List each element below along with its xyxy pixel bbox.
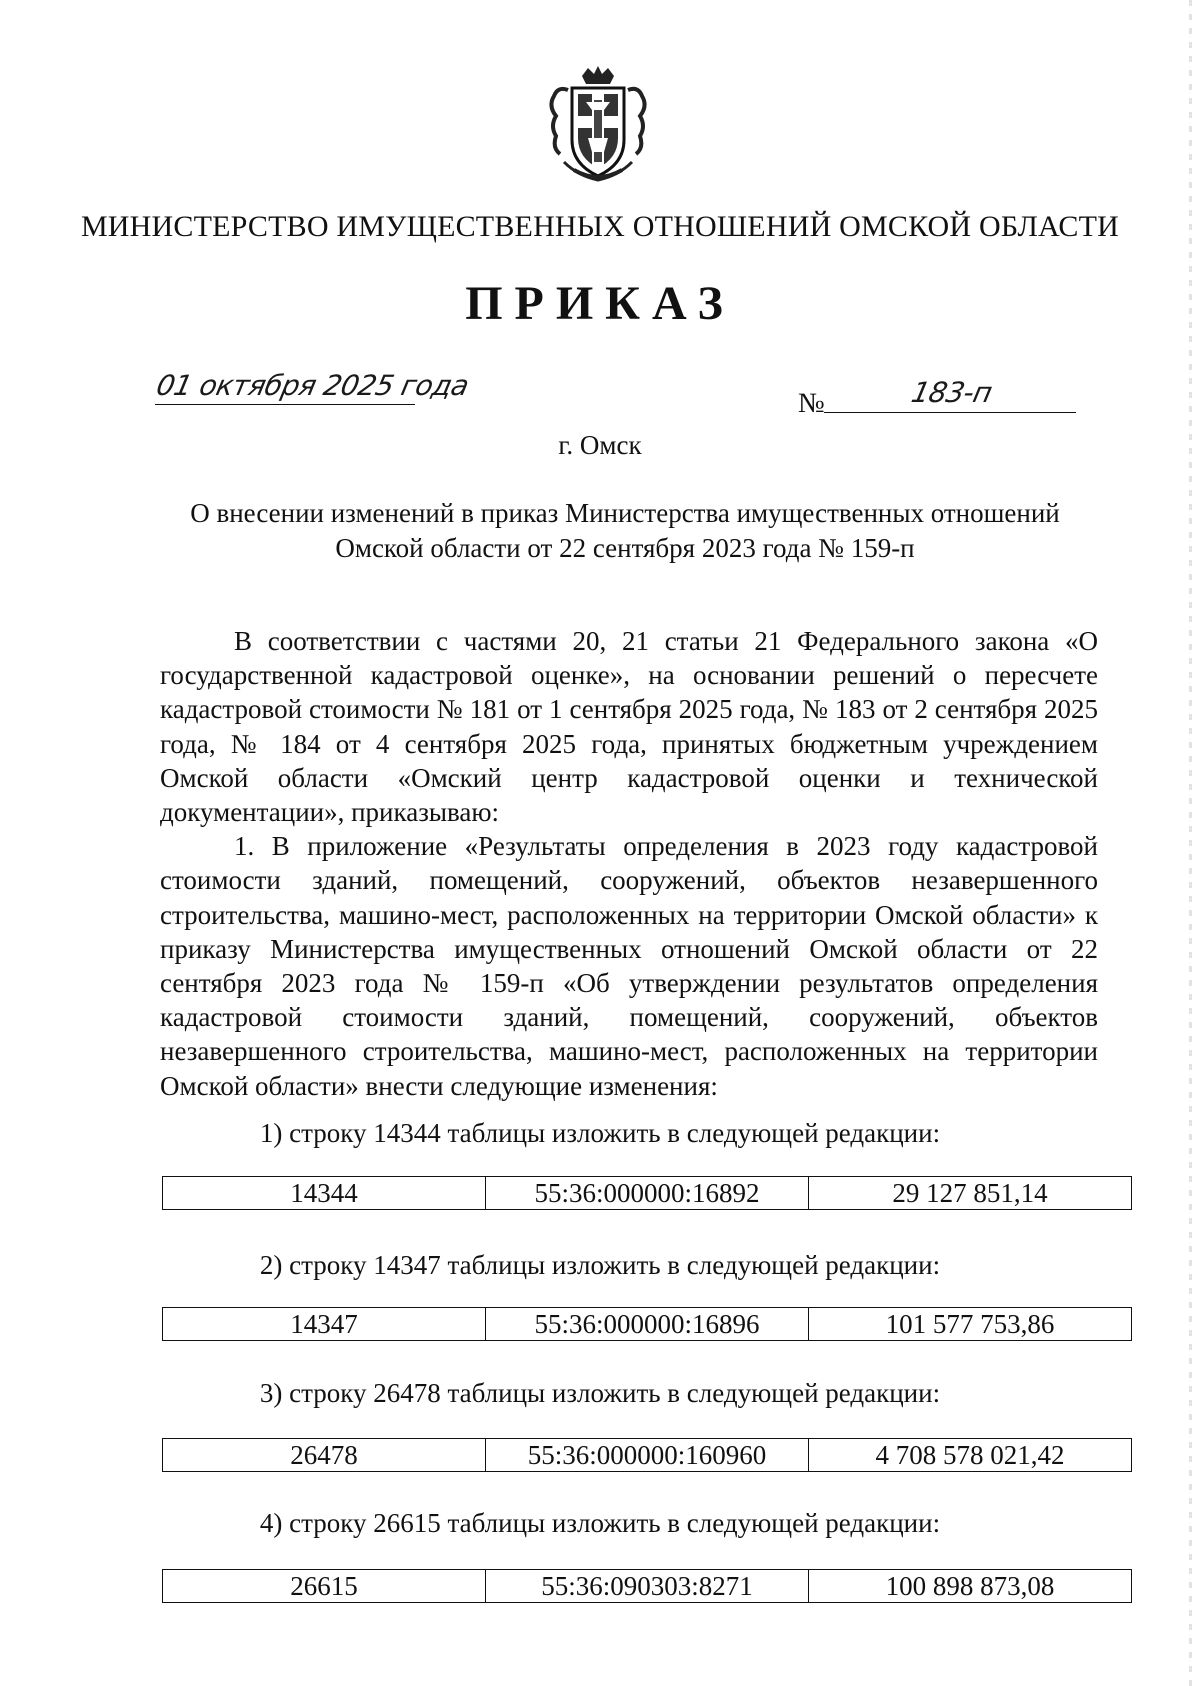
cadastral-value-cell: 4 708 578 021,42 <box>809 1439 1132 1472</box>
table-row <box>163 1177 1132 1210</box>
row-number-cell: 14344 <box>163 1177 486 1210</box>
cadastral-number-cell: 55:36:090303:8271 <box>486 1570 809 1603</box>
clause-1-paragraph: 1. В приложение «Результаты определения в 2023 году кадастровой стоимости зданий, помещений, сооружений, объектов незавершенного строительства, машино-мест, расположенных на территории Омской области» к приказу Министерства имущественных отношений Омской области от 22 сентября 2023 года № 159-п «Об утверждении результатов определения кадастровой стоимости зданий, помещений, сооружений, объектов незавершенного строительства, машино-мест, расположенных на территории Омской области» внести следующие изменения: <box>160 831 1098 1101</box>
amendment-table-1 <box>162 1176 1132 1210</box>
number-label: № <box>798 388 825 419</box>
coat-of-arms-emblem <box>548 66 648 184</box>
handwritten-date: 01 октября 2025 года <box>153 369 472 402</box>
table-row <box>163 1308 1132 1341</box>
amendment-table-3 <box>162 1438 1132 1472</box>
amendment-item-1: 1) строку 14344 таблицы изложить в следующей редакции: <box>259 1118 941 1148</box>
table-row <box>163 1439 1132 1472</box>
scan-edge <box>1189 0 1192 1686</box>
cadastral-value-cell: 29 127 851,14 <box>809 1177 1132 1210</box>
amendment-item-3: 3) строку 26478 таблицы изложить в следующей редакции: <box>259 1378 941 1408</box>
handwritten-number: 183-п <box>908 376 995 409</box>
amendment-table-4 <box>162 1569 1132 1603</box>
number-field <box>824 372 1076 413</box>
amendment-table-2 <box>162 1307 1132 1341</box>
cadastral-number-cell: 55:36:000000:160960 <box>486 1439 809 1472</box>
subject-line-2: Омской области от 22 сентября 2023 года № 159-п <box>335 533 915 563</box>
city: г. Омск <box>558 430 642 460</box>
subject-line-1: О внесении изменений в приказ Министерства имущественных отношений <box>190 498 1060 528</box>
document-subject <box>150 496 1100 566</box>
date-field <box>153 364 472 405</box>
row-number-cell: 26478 <box>163 1439 486 1472</box>
cadastral-number-cell: 55:36:000000:16892 <box>486 1177 809 1210</box>
cadastral-value-cell: 100 898 873,08 <box>809 1570 1132 1603</box>
document-type-title: ПРИКАЗ <box>465 277 735 330</box>
preamble-paragraph: В соответствии с частями 20, 21 статьи 21 Федерального закона «О государственной кадастровой оценке», на основании решений о пересчете кадастровой стоимости № 181 от 1 сентября 2025 года, № 183 от 2 сентября 2025 года, № 184 от 4 сентября 2025 года, принятых бюджетным учреждением Омской области «Омский центр кадастровой оценки и технической документации», приказываю: <box>160 626 1098 828</box>
amendment-item-2: 2) строку 14347 таблицы изложить в следующей редакции: <box>259 1250 941 1280</box>
cadastral-number-cell: 55:36:000000:16896 <box>486 1308 809 1341</box>
row-number-cell: 26615 <box>163 1570 486 1603</box>
ministry-name: МИНИСТЕРСТВО ИМУЩЕСТВЕННЫХ ОТНОШЕНИЙ ОМСКОЙ ОБЛАСТИ <box>80 210 1120 243</box>
document-body <box>160 624 1098 1103</box>
table-row <box>163 1570 1132 1603</box>
cadastral-value-cell: 101 577 753,86 <box>809 1308 1132 1341</box>
row-number-cell: 14347 <box>163 1308 486 1341</box>
amendment-item-4: 4) строку 26615 таблицы изложить в следующей редакции: <box>259 1508 941 1538</box>
